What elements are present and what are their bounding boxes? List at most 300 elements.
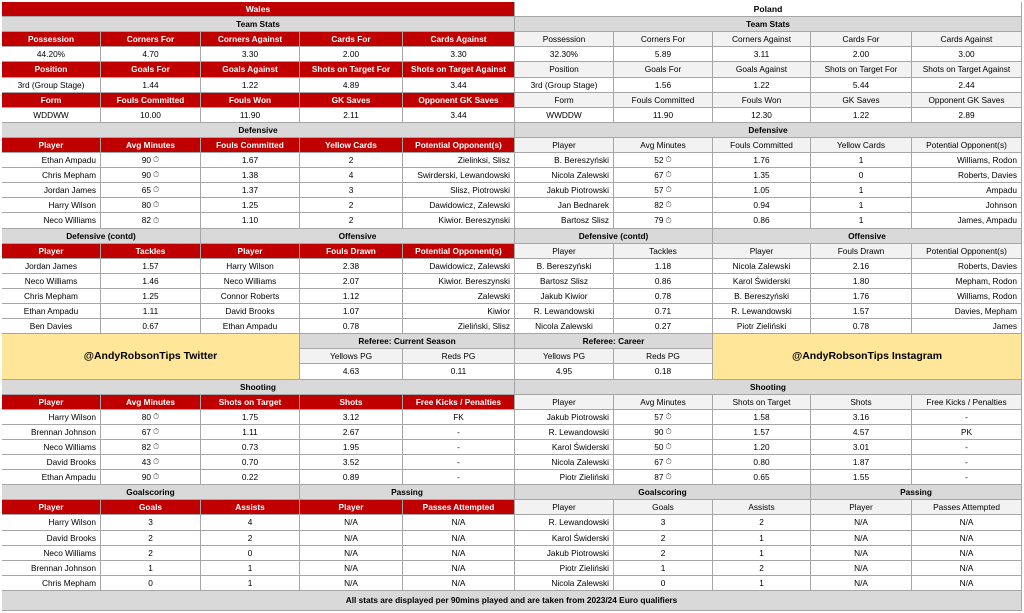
left-shooting-player-text: David Brooks: [46, 456, 96, 467]
right-defensive-cell-text: 1.05: [753, 184, 770, 195]
left-defensive-contd-tackles: [101, 304, 201, 319]
referee-season-yellows-text: 4.63: [342, 366, 360, 377]
right-goalscoring-assists: [713, 576, 811, 591]
left-offensive-fouls-drawn: [300, 289, 403, 304]
right-offensive-header-text: Potential Opponent(s): [926, 245, 1007, 256]
left-shooting-minutes: [101, 425, 201, 440]
right-defensive-contd-player: [515, 289, 614, 304]
left-team-stats-title: [2, 17, 515, 32]
left-defensive-minutes-text: 90: [141, 169, 151, 180]
left-offensive-opponents-text: Zalewski: [477, 290, 510, 301]
left-shooting-cell-text: 0.89: [342, 471, 360, 482]
right-defensive-cell: [811, 183, 912, 198]
left-stat-label: [300, 32, 403, 47]
left-defensive-header: [101, 138, 201, 153]
left-team-name: [2, 2, 515, 17]
left-goalscoring-player-text: Brennan Johnson: [30, 562, 96, 573]
right-defensive-contd-title-text: Defensive (contd): [578, 230, 649, 241]
right-shooting-header-text: Avg Minutes: [640, 396, 686, 407]
left-stat-value: [101, 78, 201, 93]
right-defensive-minutes-text: 67: [654, 169, 664, 180]
left-defensive-cell: [300, 198, 403, 213]
left-stat-value: [300, 108, 403, 123]
left-defensive-player-text: Neco Williams: [43, 215, 96, 226]
right-offensive-title: [713, 229, 1022, 244]
right-defensive-cell: [713, 168, 811, 183]
right-stat-value-text: 2.44: [958, 79, 975, 90]
left-stat-value-text: 3.44: [450, 79, 467, 90]
right-stat-label: [811, 32, 912, 47]
left-stat-value-text: WDDWW: [33, 109, 69, 120]
left-stat-value: [101, 47, 201, 62]
right-offensive-title-text: Offensive: [848, 230, 886, 241]
left-shooting-cell: [300, 440, 403, 455]
right-shooting-cell: [811, 410, 912, 425]
right-defensive-player: [515, 198, 614, 213]
left-goalscoring-assists: [201, 576, 300, 591]
right-stat-label: [515, 93, 614, 108]
left-defensive-contd-player: [2, 319, 101, 334]
right-offensive-fouls-drawn-text: 1.80: [852, 275, 870, 286]
left-stat-value-text: 4.70: [142, 48, 159, 59]
right-defensive-header: [515, 138, 614, 153]
right-passing-header: [811, 500, 912, 515]
stopwatch-icon: ⏱: [152, 170, 160, 179]
left-shooting-cell: [403, 425, 515, 440]
right-offensive-opponents-text: Roberts, Davies: [957, 260, 1017, 271]
left-defensive-title-text: Defensive: [238, 124, 278, 135]
left-defensive-contd-tackles-text: 1.46: [142, 275, 159, 286]
left-goalscoring-goals: [101, 515, 201, 531]
left-defensive-cell: [300, 168, 403, 183]
right-defensive-header: [614, 138, 713, 153]
left-passing-player-text: N/A: [344, 562, 358, 573]
left-stat-value-text: 10.00: [140, 109, 161, 120]
left-goalscoring-assists: [201, 546, 300, 561]
right-defensive-cell-text: 0.94: [753, 199, 770, 210]
left-defensive-minutes: [101, 168, 201, 183]
right-shooting-cell-text: 4.57: [852, 426, 870, 437]
left-shooting-header: [201, 395, 300, 410]
left-passing-attempted-text: N/A: [451, 577, 466, 588]
right-shooting-header: [614, 395, 713, 410]
right-shooting-cell-text: 1.57: [753, 426, 770, 437]
left-goalscoring-goals-text: 0: [148, 577, 153, 588]
right-passing-attempted: [912, 531, 1022, 546]
right-team-name: [515, 2, 1022, 17]
right-stat-value: [515, 47, 614, 62]
left-shooting-player-text: Harry Wilson: [48, 411, 96, 422]
left-defensive-cell-text: 2: [348, 154, 354, 165]
stopwatch-icon: ⏱: [665, 472, 672, 481]
stopwatch-icon: ⏱: [152, 427, 160, 436]
left-offensive-fouls-drawn-text: 1.07: [342, 305, 360, 316]
left-defensive-cell-text: Dawidowicz, Zalewski: [429, 199, 510, 210]
referee-career-reds-label-text: Reds PG: [646, 350, 680, 361]
right-defensive-cell-text: 1: [858, 154, 864, 165]
left-shooting-cell: [300, 425, 403, 440]
left-defensive-cell: [201, 213, 300, 229]
right-defensive-contd-header-text: Player: [552, 245, 576, 256]
left-shooting-cell: [403, 410, 515, 425]
left-passing-header: [300, 500, 403, 515]
left-goalscoring-assists-text: 1: [247, 562, 253, 573]
left-goalscoring-goals: [101, 546, 201, 561]
left-stat-label-text: GK Saves: [331, 94, 371, 105]
left-shooting-header-text: Shots on Target: [218, 396, 282, 407]
right-goalscoring-assists-text: 1: [759, 577, 764, 588]
left-offensive-fouls-drawn-text: 1.12: [342, 290, 360, 301]
left-passing-attempted: [403, 515, 515, 531]
right-stat-value-text: 11.90: [652, 109, 674, 120]
left-shooting-cell-text: 2.67: [342, 426, 360, 437]
right-defensive-cell-text: Roberts, Davies: [957, 169, 1017, 180]
right-stat-value: [811, 78, 912, 93]
left-offensive-player-text: Neco Williams: [223, 275, 277, 286]
left-defensive-cell-text: 1.10: [241, 215, 259, 226]
left-defensive-player: [2, 213, 101, 229]
right-shooting-header: [811, 395, 912, 410]
left-defensive-cell: [403, 198, 515, 213]
left-passing-attempted-text: N/A: [451, 547, 466, 558]
right-defensive-player: [515, 153, 614, 168]
left-offensive-fouls-drawn: [300, 319, 403, 334]
right-stat-value: [614, 78, 713, 93]
referee-season-reds: [403, 364, 515, 380]
left-defensive-contd-header: [2, 244, 101, 259]
right-goalscoring-goals-text: 2: [660, 547, 666, 558]
right-defensive-cell: [713, 153, 811, 168]
right-team-stats-title-text: Team Stats: [746, 18, 790, 29]
right-stat-label: [713, 93, 811, 108]
left-goalscoring-header: [2, 500, 101, 515]
right-offensive-fouls-drawn-text: 0.78: [852, 320, 870, 331]
left-stat-value: [101, 108, 201, 123]
left-defensive-header-text: Avg Minutes: [125, 139, 175, 150]
left-defensive-cell-text: 1.67: [241, 154, 259, 165]
right-shooting-minutes: [614, 455, 713, 470]
stopwatch-icon: ⏱: [665, 457, 672, 466]
left-defensive-contd-player-text: Ben Davies: [29, 320, 73, 331]
referee-career-yellows-label: [515, 349, 614, 364]
left-stat-label: [101, 93, 201, 108]
right-defensive-minutes-text: 52: [654, 154, 664, 165]
referee-season-title: [300, 334, 515, 349]
left-goalscoring-goals-text: 1: [148, 562, 153, 573]
left-defensive-player-text: Harry Wilson: [48, 199, 96, 210]
left-goalscoring-header: [201, 500, 300, 515]
footer-note-text: All stats are displayed per 90mins played and are taken from 2023/24 Euro qualifiers: [345, 595, 678, 606]
left-stat-label-text: Position: [34, 64, 68, 75]
right-defensive-cell: [912, 213, 1022, 229]
stopwatch-icon: ⏱: [665, 427, 672, 436]
right-stat-label-text: Shots on Target For: [824, 64, 898, 75]
left-defensive-header-text: Yellow Cards: [325, 139, 377, 150]
right-shooting-cell: [811, 470, 912, 485]
right-shooting-title: [515, 380, 1022, 395]
left-shooting-player: [2, 455, 101, 470]
left-passing-attempted: [403, 546, 515, 561]
right-shooting-cell: [713, 425, 811, 440]
right-goalscoring-goals: [614, 515, 713, 531]
left-defensive-cell-text: 3: [348, 184, 354, 195]
right-goalscoring-goals: [614, 561, 713, 576]
left-shooting-cell-text: 0.70: [241, 456, 259, 467]
left-shooting-title-text: Shooting: [240, 381, 276, 392]
left-defensive-contd-title-text: Defensive (contd): [66, 230, 136, 241]
left-shooting-cell: [403, 455, 515, 470]
left-defensive-cell: [403, 168, 515, 183]
left-shooting-player-text: Neco Williams: [43, 441, 96, 452]
referee-season-reds-text: 0.11: [450, 366, 467, 377]
right-passing-attempted: [912, 561, 1022, 576]
left-goalscoring-player: [2, 546, 101, 561]
left-offensive-header: [300, 244, 403, 259]
left-stat-value-text: 3.30: [241, 48, 259, 59]
left-shooting-cell-text: -: [457, 426, 460, 437]
left-defensive-cell-text: Swirderski, Lewandowski: [417, 169, 510, 180]
left-passing-title: [300, 485, 515, 500]
right-shooting-player: [515, 440, 614, 455]
left-goalscoring-player-text: Neco Williams: [43, 547, 96, 558]
referee-career-yellows-label-text: Yellows PG: [542, 350, 586, 361]
left-stat-label: [101, 62, 201, 78]
right-offensive-player-text: R. Lewandowski: [731, 305, 792, 316]
right-defensive-header-text: Potential Opponent(s): [926, 139, 1007, 150]
right-defensive-contd-tackles: [614, 289, 713, 304]
right-stat-value: [912, 108, 1022, 123]
left-goalscoring-assists-text: 0: [247, 547, 253, 558]
twitter-handle-text: @AndyRobsonTips Twitter: [83, 350, 218, 363]
right-defensive-minutes-text: 82: [654, 199, 664, 210]
right-stat-label-text: Corners For: [640, 33, 686, 44]
left-offensive-opponents: [403, 259, 515, 274]
right-shooting-minutes: [614, 470, 713, 485]
left-defensive-contd-player: [2, 259, 101, 274]
left-shooting-minutes-text: 80: [141, 411, 151, 422]
right-shooting-player-text: Nicola Zalewski: [551, 456, 609, 467]
left-offensive-header-text: Fouls Drawn: [326, 245, 376, 256]
right-stat-label: [515, 32, 614, 47]
left-stat-label: [403, 93, 515, 108]
right-offensive-fouls-drawn-text: 2.16: [852, 260, 870, 271]
left-offensive-fouls-drawn-text: 2.38: [342, 260, 360, 271]
twitter-handle: [2, 334, 300, 380]
left-passing-title-text: Passing: [391, 486, 423, 497]
left-stat-label: [403, 62, 515, 78]
right-defensive-header-text: Player: [552, 139, 576, 150]
left-defensive-player-text: Ethan Ampadu: [41, 154, 96, 165]
right-defensive-minutes: [614, 213, 713, 229]
right-shooting-cell-text: 1.87: [852, 456, 870, 467]
right-stat-label-text: Cards Against: [940, 33, 993, 44]
left-shooting-cell-text: FK: [453, 411, 464, 422]
right-shooting-player-text: Karol Świderski: [551, 441, 609, 452]
left-shooting-minutes: [101, 455, 201, 470]
right-defensive-player-text: Jakub Piotrowski: [546, 184, 609, 195]
left-defensive-cell: [403, 213, 515, 229]
left-defensive-cell: [403, 153, 515, 168]
right-shooting-player: [515, 410, 614, 425]
right-offensive-player: [713, 259, 811, 274]
right-goalscoring-assists-text: 1: [759, 547, 764, 558]
left-defensive-contd-player: [2, 304, 101, 319]
right-offensive-opponents: [912, 274, 1022, 289]
right-defensive-cell: [811, 213, 912, 229]
left-defensive-contd-player-text: Jordan James: [24, 260, 78, 271]
right-defensive-cell: [713, 213, 811, 229]
left-stat-value: [2, 47, 101, 62]
left-offensive-opponents: [403, 304, 515, 319]
left-stat-label: [2, 93, 101, 108]
stopwatch-icon: ⏱: [152, 457, 160, 466]
left-defensive-contd-tackles: [101, 274, 201, 289]
right-team-stats-title: [515, 17, 1022, 32]
right-offensive-header: [713, 244, 811, 259]
left-defensive-player-text: Chris Mepham: [42, 169, 96, 180]
left-offensive-opponents: [403, 289, 515, 304]
left-shooting-player: [2, 410, 101, 425]
right-offensive-player-text: Karol Świderski: [732, 275, 791, 286]
right-shooting-player: [515, 425, 614, 440]
right-shooting-minutes: [614, 440, 713, 455]
right-defensive-header-text: Avg Minutes: [640, 139, 686, 150]
right-defensive-cell: [713, 198, 811, 213]
left-defensive-contd-player-text: Ethan Ampadu: [23, 305, 79, 316]
left-defensive-contd-header: [101, 244, 201, 259]
right-goalscoring-assists-text: 2: [759, 517, 764, 528]
right-offensive-player-text: Piotr Zieliński: [736, 320, 787, 331]
right-offensive-opponents-text: Davies, Mepham: [954, 305, 1017, 316]
right-defensive-cell-text: 1.35: [753, 169, 770, 180]
right-defensive-minutes: [614, 153, 713, 168]
left-shooting-cell: [201, 470, 300, 485]
left-passing-player-text: N/A: [344, 577, 358, 588]
right-defensive-cell-text: Johnson: [985, 199, 1017, 210]
right-stat-value: [614, 47, 713, 62]
referee-career-yellows: [515, 364, 614, 380]
right-stat-label-text: Opponent GK Saves: [928, 94, 1005, 105]
left-goalscoring-player: [2, 576, 101, 591]
left-shooting-header: [2, 395, 101, 410]
right-passing-player-text: N/A: [854, 547, 868, 558]
right-shooting-minutes-text: 90: [654, 426, 664, 437]
right-offensive-header-text: Fouls Drawn: [837, 245, 885, 256]
left-defensive-player: [2, 153, 101, 168]
right-shooting-player-text: Jakub Piotrowski: [546, 411, 609, 422]
left-defensive-header: [300, 138, 403, 153]
right-goalscoring-assists: [713, 546, 811, 561]
referee-career-title: [515, 334, 713, 349]
right-shooting-header: [912, 395, 1022, 410]
stopwatch-icon: ⏱: [152, 472, 160, 481]
right-offensive-fouls-drawn: [811, 319, 912, 334]
right-defensive-contd-player: [515, 259, 614, 274]
right-stat-label-text: Form: [554, 94, 574, 105]
right-stat-value-text: 2.89: [958, 109, 975, 120]
left-shooting-cell-text: 3.12: [342, 411, 360, 422]
left-stat-label: [201, 93, 300, 108]
left-shooting-player: [2, 425, 101, 440]
right-stat-value: [614, 108, 713, 123]
right-goalscoring-header-text: Player: [552, 501, 576, 512]
left-shooting-header: [300, 395, 403, 410]
right-stat-value: [713, 108, 811, 123]
right-stat-value: [515, 108, 614, 123]
right-stat-label: [713, 62, 811, 78]
referee-season-reds-label: [403, 349, 515, 364]
left-defensive-contd-player-text: Chris Mepham: [24, 290, 78, 301]
instagram-handle: [713, 334, 1022, 380]
left-stat-label: [403, 32, 515, 47]
left-offensive-player: [201, 274, 300, 289]
right-stat-label-text: Fouls Won: [741, 94, 782, 105]
right-shooting-cell: [713, 470, 811, 485]
left-defensive-contd-player: [2, 289, 101, 304]
left-shooting-player-text: Brennan Johnson: [30, 426, 96, 437]
right-offensive-player: [713, 274, 811, 289]
right-defensive-minutes: [614, 198, 713, 213]
right-shooting-header: [515, 395, 614, 410]
left-shooting-minutes: [101, 410, 201, 425]
left-offensive-title: [201, 229, 515, 244]
left-shooting-cell-text: -: [457, 456, 460, 467]
left-defensive-contd-header-text: Player: [38, 245, 64, 256]
right-defensive-contd-tackles-text: 0.86: [654, 275, 672, 286]
stopwatch-icon: ⏱: [665, 442, 672, 451]
right-passing-header-text: Passes Attempted: [933, 501, 1000, 512]
left-goalscoring-header: [101, 500, 201, 515]
right-defensive-player: [515, 213, 614, 229]
left-stat-value-text: 3.44: [450, 109, 467, 120]
right-goalscoring-player: [515, 515, 614, 531]
left-offensive-opponents-text: Zieliński, Slisz: [457, 320, 510, 331]
right-goalscoring-header: [515, 500, 614, 515]
left-shooting-cell: [300, 470, 403, 485]
right-passing-player: [811, 576, 912, 591]
right-stat-value-text: 5.44: [852, 79, 870, 90]
left-stat-label: [2, 32, 101, 47]
left-offensive-opponents-text: Kiwior. Bereszynski: [438, 275, 510, 286]
right-stat-label: [811, 62, 912, 78]
right-shooting-header-text: Free Kicks / Penalties: [926, 396, 1007, 407]
left-defensive-contd-tackles-text: 0.67: [142, 320, 159, 331]
left-offensive-fouls-drawn-text: 2.07: [342, 275, 360, 286]
right-defensive-contd-player-text: Nicola Zalewski: [535, 320, 593, 331]
right-defensive-contd-player-text: Jakub Kiwior: [540, 290, 588, 301]
left-stat-value: [2, 78, 101, 93]
right-goalscoring-assists: [713, 515, 811, 531]
right-defensive-cell-text: Williams, Rodon: [957, 154, 1017, 165]
left-defensive-cell: [201, 183, 300, 198]
right-defensive-cell-text: 0: [858, 169, 864, 180]
stopwatch-icon: ⏱: [152, 200, 160, 209]
right-shooting-cell-text: PK: [960, 426, 973, 437]
left-defensive-header: [201, 138, 300, 153]
left-passing-player: [300, 515, 403, 531]
right-shooting-cell-text: 3.01: [852, 441, 870, 452]
right-stat-label: [912, 93, 1022, 108]
left-offensive-fouls-drawn: [300, 274, 403, 289]
left-stat-label: [2, 62, 101, 78]
left-stat-label-text: Corners Against: [217, 33, 283, 44]
right-shooting-cell-text: 1.20: [753, 441, 770, 452]
left-stat-label-text: Opponent GK Saves: [418, 94, 499, 105]
right-passing-title-text: Passing: [900, 486, 932, 497]
stopwatch-icon: ⏱: [665, 185, 672, 194]
left-shooting-cell-text: -: [457, 441, 460, 452]
left-stat-label-text: Goals Against: [222, 64, 278, 75]
